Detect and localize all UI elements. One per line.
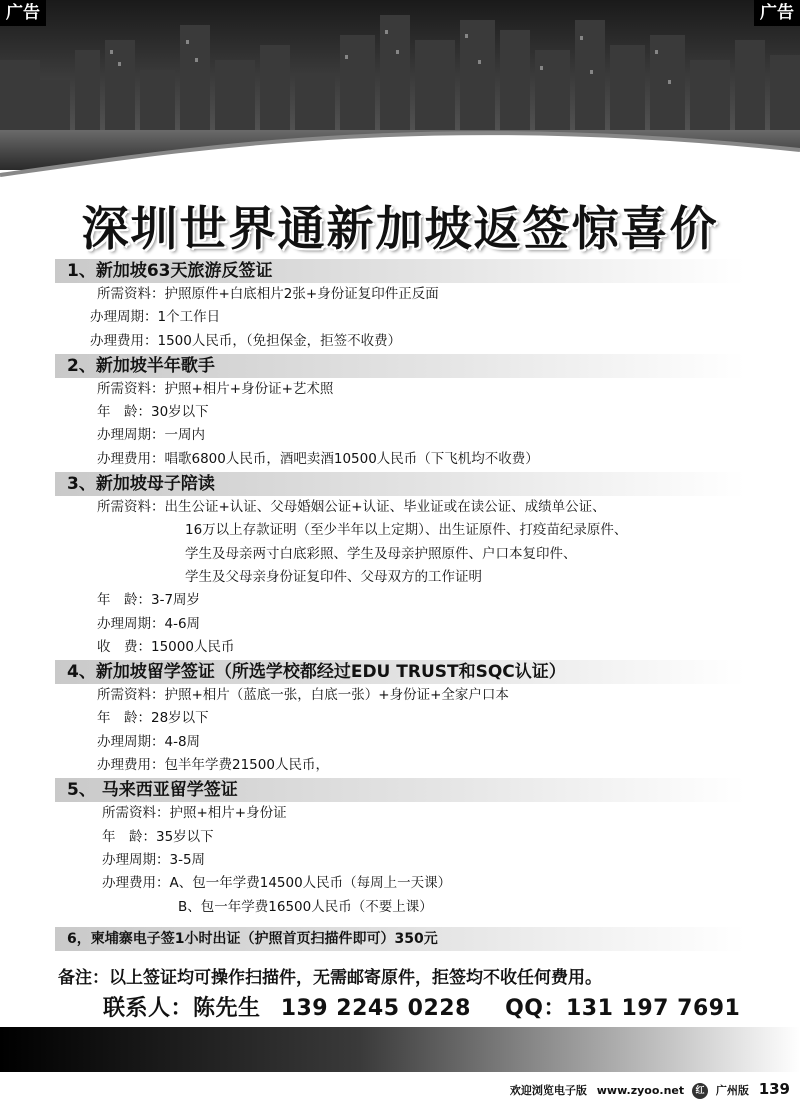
row-label: 办理周期： — [97, 615, 165, 632]
contact-qq: QQ：131 197 7691 — [505, 996, 741, 1021]
list-item — [0, 330, 800, 353]
row-label: 所需资料： — [97, 687, 165, 704]
row-label: 年 龄： — [97, 710, 151, 727]
contact-phone: 139 2245 0228 — [280, 996, 471, 1021]
list-item — [0, 731, 800, 754]
row-label: 年 龄： — [97, 592, 151, 609]
ad-tag-right: 广告 — [754, 0, 800, 26]
page-number: 139 — [758, 1080, 790, 1098]
row-value: 出生公证+认证、父母婚姻公证+认证、毕业证或在读公证、成绩单公证、 — [164, 499, 606, 516]
row-label: 办理周期： — [90, 309, 158, 326]
row-value: 护照+相片+身份证+艺术照 — [164, 380, 334, 397]
list-item — [0, 424, 800, 447]
list-item — [0, 684, 800, 707]
footer-welcome: 欢迎浏览电子版 — [509, 1084, 587, 1097]
list-item — [0, 826, 800, 849]
row-value: A、包一年学费14500人民币（每周上一天课） — [169, 875, 452, 892]
footer-edition: 广州版 — [715, 1084, 749, 1097]
list-item — [0, 283, 800, 306]
row-value: 1500人民币，（免担保金，拒签不收费） — [157, 332, 402, 349]
row-label: 办理周期： — [97, 427, 165, 444]
list-item-continued: 16万以上存款证明（至少半年以上定期）、出生证原件、打疫苗纪录原件、 — [185, 522, 628, 539]
logo-icon: 红 — [692, 1083, 708, 1099]
remark-note: 备注：以上签证均可操作扫描件，无需邮寄原件，拒签均不收任何费用。 — [58, 968, 602, 988]
section-heading: 1、新加坡63天旅游反签证 — [55, 259, 745, 283]
footer-site: www.zyoo.net — [596, 1084, 685, 1097]
row-value: B、包一年学费16500人民币（不要上课） — [178, 898, 433, 915]
list-item — [0, 754, 800, 777]
list-item — [0, 589, 800, 612]
list-item — [0, 896, 800, 919]
city-skyline-banner — [0, 0, 800, 210]
row-label: 办理费用： — [102, 875, 170, 892]
row-value: 护照+相片+身份证 — [169, 805, 287, 822]
row-label: 所需资料： — [97, 286, 165, 302]
row-value: 唱歌6800人民币，酒吧卖酒10500人民币（下飞机均不收费） — [164, 450, 539, 467]
list-item — [0, 448, 800, 471]
list-item — [0, 636, 800, 659]
list-item — [0, 401, 800, 424]
page-footer — [510, 1080, 790, 1099]
row-label: 所需资料： — [102, 805, 170, 822]
row-label: 收 费： — [97, 638, 151, 655]
page-title: 深圳世界通新加坡返签惊喜价 — [81, 202, 719, 257]
list-item — [0, 496, 800, 519]
row-label: 办理费用： — [90, 332, 158, 349]
row-label: 年 龄： — [97, 404, 151, 421]
list-item — [0, 872, 800, 895]
list-item-continued: 学生及母亲两寸白底彩照、学生及母亲护照原件、户口本复印件、 — [185, 545, 577, 562]
row-label: 所需资料： — [97, 380, 165, 397]
row-label: 办理周期： — [97, 733, 165, 750]
row-value: 30岁以下 — [151, 404, 209, 421]
row-value: 护照+相片（蓝底一张，白底一张）+身份证+全家户口本 — [164, 687, 509, 704]
row-value: 35岁以下 — [156, 828, 214, 845]
row-value: 3-7周岁 — [151, 592, 201, 609]
list-item — [0, 707, 800, 730]
row-value: 3-5周 — [169, 851, 206, 868]
section-heading: 2、新加坡半年歌手 — [55, 354, 745, 378]
contact-line — [103, 991, 740, 1022]
row-label: 办理周期： — [102, 851, 170, 868]
row-value: 护照原件+白底相片2张+身份证复印件正反面 — [164, 286, 439, 302]
row-value: 4-8周 — [164, 733, 201, 750]
visa-list — [0, 258, 800, 951]
row-label: 办理费用： — [97, 757, 165, 774]
row-label: 所需资料： — [97, 499, 165, 516]
row-label: 办理费用： — [97, 450, 165, 467]
section-heading: 6，柬埔寨电子签1小时出证（护照首页扫描件即可）350元 — [55, 927, 745, 951]
list-item — [0, 613, 800, 636]
ad-tag-left: 广告 — [0, 0, 46, 26]
section-heading: 5、 马来西亚留学签证 — [55, 778, 745, 802]
row-value: 一周内 — [164, 427, 205, 444]
list-item — [0, 802, 800, 825]
row-value: 包半年学费21500人民币， — [164, 757, 329, 774]
list-item — [0, 306, 800, 329]
list-item — [0, 849, 800, 872]
row-value: 4-6周 — [164, 615, 201, 632]
contact-person: 联系人：陈先生 — [103, 996, 261, 1021]
section-heading: 4、新加坡留学签证（所选学校都经过EDU TRUST和SQC认证） — [55, 660, 745, 684]
row-label: 年 龄： — [102, 828, 156, 845]
footer-gradient-bar — [0, 1027, 800, 1072]
section-heading: 3、新加坡母子陪读 — [55, 472, 745, 496]
row-value: 28岁以下 — [151, 710, 209, 727]
list-item — [0, 378, 800, 401]
row-value: 1个工作日 — [157, 309, 221, 326]
list-item-continued: 学生及父母亲身份证复印件、父母双方的工作证明 — [185, 568, 482, 585]
row-value: 15000人民币 — [151, 638, 235, 655]
